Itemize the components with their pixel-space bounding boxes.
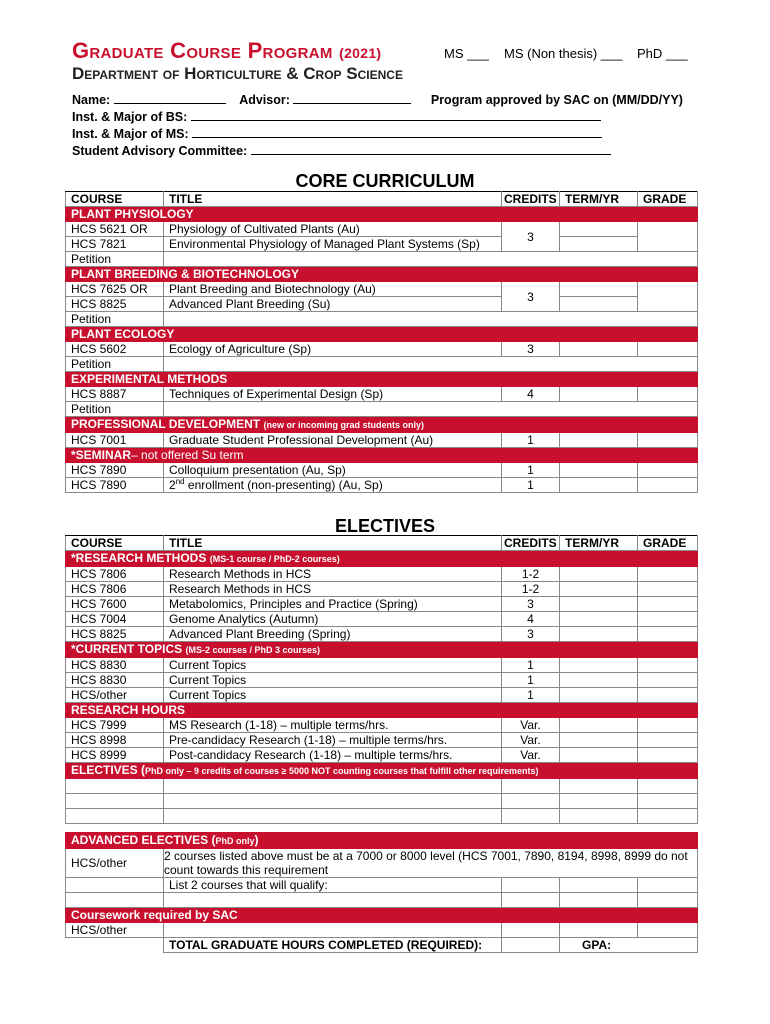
term-cell[interactable]	[560, 463, 638, 478]
title-field[interactable]	[164, 779, 502, 794]
course-code: HCS 8830	[66, 673, 164, 688]
course-code: HCS 7001	[66, 433, 164, 448]
grade-cell[interactable]	[638, 779, 698, 794]
section-note: (MS-2 courses / PhD 3 courses)	[185, 645, 321, 655]
course-code: HCS 7806	[66, 582, 164, 597]
credits: 1	[502, 658, 560, 673]
course-title: Graduate Student Professional Development (Au)	[164, 433, 502, 448]
total-label: TOTAL GRADUATE HOURS COMPLETED (REQUIRED):	[164, 938, 502, 953]
term-cell[interactable]	[560, 779, 638, 794]
section-phd-electives	[66, 763, 698, 779]
course-title: Advanced Plant Breeding (Su)	[164, 297, 502, 312]
course-title: Post-candidacy Research (1-18) – multiple terms/hrs.	[164, 748, 502, 763]
gpa-label: GPA:	[560, 938, 698, 953]
table-row	[66, 463, 698, 478]
term-cell[interactable]	[560, 612, 638, 627]
total-row	[66, 938, 698, 953]
core-table	[65, 191, 698, 493]
blank-row	[66, 794, 698, 809]
term-cell[interactable]	[560, 794, 638, 809]
section-heading-close: )	[254, 833, 259, 847]
term-cell[interactable]	[560, 878, 638, 893]
credits: 4	[502, 387, 560, 402]
course-code: HCS/other	[66, 849, 164, 878]
course-title: Research Methods in HCS	[164, 567, 502, 582]
col-title: TITLE	[164, 192, 502, 207]
section-note: – not offered Su term	[131, 448, 244, 462]
course-code: HCS 7999	[66, 718, 164, 733]
course-title	[164, 478, 502, 493]
term-cell[interactable]	[560, 282, 638, 297]
term-cell[interactable]	[560, 478, 638, 493]
credits: Var.	[502, 718, 560, 733]
credits: 1	[502, 673, 560, 688]
course-title: Ecology of Agriculture (Sp)	[164, 342, 502, 357]
section-current-topics	[66, 642, 698, 658]
spacer	[66, 938, 164, 953]
section-heading	[66, 448, 698, 463]
course-title: Plant Breeding and Biotechnology (Au)	[164, 282, 502, 297]
term-cell[interactable]	[560, 433, 638, 448]
petition-label: Petition	[66, 402, 164, 417]
grade-cell[interactable]	[638, 733, 698, 748]
section-research-hours	[66, 703, 698, 718]
table-row	[66, 673, 698, 688]
form-title-text: Graduate Course Program	[72, 38, 333, 63]
grade-cell[interactable]	[638, 673, 698, 688]
course-title: Advanced Plant Breeding (Spring)	[164, 627, 502, 642]
committee-field[interactable]	[251, 142, 611, 155]
ms-label: Inst. & Major of MS:	[72, 127, 189, 141]
ms-line	[72, 125, 602, 141]
core-curriculum-title: CORE CURRICULUM	[295, 171, 475, 191]
advanced-list-row	[66, 878, 698, 893]
section-heading	[66, 763, 698, 779]
col-term: TERM/YR	[560, 192, 638, 207]
section-plant-ecology	[66, 327, 698, 342]
committee-label: Student Advisory Committee:	[72, 144, 248, 158]
petition-field[interactable]	[164, 402, 698, 417]
course-code: HCS 7625 OR	[66, 282, 164, 297]
term-cell[interactable]	[560, 567, 638, 582]
col-credits: CREDITS	[502, 536, 560, 551]
section-heading-text: PROFESSIONAL DEVELOPMENT	[71, 417, 261, 431]
col-credits: CREDITS	[502, 192, 560, 207]
credits-field[interactable]	[502, 878, 560, 893]
credits-field[interactable]	[502, 794, 560, 809]
grade-cell[interactable]	[638, 893, 698, 908]
course-code: HCS/other	[66, 688, 164, 703]
term-cell[interactable]	[560, 688, 638, 703]
table-row	[66, 688, 698, 703]
course-code: HCS 7821	[66, 237, 164, 252]
name-advisor-line	[72, 91, 683, 107]
col-term: TERM/YR	[560, 536, 638, 551]
course-code: HCS 7600	[66, 597, 164, 612]
credits-field[interactable]	[502, 923, 560, 938]
course-code: HCS 8830	[66, 658, 164, 673]
grade-cell[interactable]	[638, 748, 698, 763]
term-cell[interactable]	[560, 387, 638, 402]
spacer-row	[66, 824, 698, 833]
ms-field[interactable]	[192, 125, 602, 138]
credits: Var.	[502, 733, 560, 748]
course-field[interactable]	[66, 893, 164, 908]
term-cell[interactable]	[560, 627, 638, 642]
course-title: Pre-candidacy Research (1-18) – multiple terms/hrs.	[164, 733, 502, 748]
credits: 3	[502, 282, 560, 312]
section-heading: Coursework required by SAC	[66, 908, 698, 923]
name-label: Name:	[72, 93, 111, 107]
title-field[interactable]	[164, 923, 502, 938]
term-cell[interactable]	[560, 297, 638, 312]
course-title: MS Research (1-18) – multiple terms/hrs.	[164, 718, 502, 733]
term-cell[interactable]	[560, 597, 638, 612]
table-header-row	[66, 192, 698, 207]
course-code: HCS 7004	[66, 612, 164, 627]
course-field[interactable]	[66, 779, 164, 794]
section-heading-text: ELECTIVES (	[71, 763, 146, 777]
total-hours-field[interactable]	[502, 938, 560, 953]
section-heading: EXPERIMENTAL METHODS	[66, 372, 698, 387]
ordinal-suffix: nd	[175, 477, 185, 486]
table-row	[66, 282, 698, 297]
credits: 1	[502, 433, 560, 448]
course-title: Current Topics	[164, 658, 502, 673]
advanced-note: 2 courses listed above must be at a 7000 or 8000 level (HCS 7001, 7890, 8194, 8998, 8999 do not count towards this requirement	[164, 849, 698, 878]
grade-cell[interactable]	[638, 282, 698, 312]
course-field[interactable]	[66, 809, 164, 824]
course-title: Current Topics	[164, 673, 502, 688]
grade-cell[interactable]	[638, 433, 698, 448]
table-row	[66, 342, 698, 357]
section-heading-text: ADVANCED ELECTIVES (	[71, 833, 216, 847]
option-ms-nonthesis[interactable]: MS (Non thesis) ___	[504, 46, 623, 61]
course-title: Physiology of Cultivated Plants (Au)	[164, 222, 502, 237]
section-note: (MS-1 course / PhD-2 courses)	[209, 554, 340, 564]
col-title: TITLE	[164, 536, 502, 551]
option-phd[interactable]: PhD ___	[637, 46, 688, 61]
course-title: Genome Analytics (Autumn)	[164, 612, 502, 627]
section-research-methods	[66, 551, 698, 567]
section-heading: PLANT PHYSIOLOGY	[66, 207, 698, 222]
section-sac	[66, 908, 698, 923]
grade-cell[interactable]	[638, 597, 698, 612]
form-title	[72, 38, 381, 64]
petition-field[interactable]	[164, 252, 698, 267]
petition-label: Petition	[66, 252, 164, 267]
credits-field[interactable]	[502, 809, 560, 824]
section-plant-physiology	[66, 207, 698, 222]
grade-cell[interactable]	[638, 478, 698, 493]
advisor-field[interactable]	[293, 91, 411, 104]
table-row	[66, 567, 698, 582]
course-field[interactable]	[66, 794, 164, 809]
electives-table	[65, 535, 698, 953]
course-title-text: enrollment (non-presenting) (Au, Sp)	[184, 478, 383, 492]
blank-row	[66, 779, 698, 794]
grade-cell[interactable]	[638, 567, 698, 582]
credits: 4	[502, 612, 560, 627]
title-field[interactable]	[164, 794, 502, 809]
course-code: HCS 8998	[66, 733, 164, 748]
term-cell[interactable]	[560, 342, 638, 357]
section-heading-text: *SEMINAR	[71, 448, 132, 462]
petition-row	[66, 312, 698, 327]
form-year: (2021)	[339, 45, 382, 61]
section-heading	[66, 551, 698, 567]
section-note: PhD only – 9 credits of courses ≥ 5000 NOT counting courses that fulfill other requirements)	[145, 766, 539, 776]
grade-cell[interactable]	[638, 582, 698, 597]
course-code: HCS 5602	[66, 342, 164, 357]
course-code: HCS 8825	[66, 627, 164, 642]
table-row	[66, 733, 698, 748]
course-title: Techniques of Experimental Design (Sp)	[164, 387, 502, 402]
course-field[interactable]	[66, 878, 164, 893]
table-row	[66, 718, 698, 733]
credits: Var.	[502, 748, 560, 763]
col-course: COURSE	[66, 192, 164, 207]
section-note: (new or incoming grad students only)	[263, 420, 424, 430]
term-cell[interactable]	[560, 733, 638, 748]
table-row	[66, 433, 698, 448]
course-code: HCS 8999	[66, 748, 164, 763]
section-heading: RESEARCH HOURS	[66, 703, 698, 718]
table-row	[66, 923, 698, 938]
section-heading-text: *CURRENT TOPICS	[71, 642, 183, 656]
ordinal-number: 2	[169, 478, 176, 492]
petition-row	[66, 252, 698, 267]
spacer	[66, 824, 698, 833]
table-header-row	[66, 536, 698, 551]
credits: 3	[502, 342, 560, 357]
bs-field[interactable]	[191, 108, 601, 121]
course-code: HCS 8825	[66, 297, 164, 312]
course-code: HCS 7890	[66, 463, 164, 478]
petition-row	[66, 402, 698, 417]
credits: 3	[502, 597, 560, 612]
grade-cell[interactable]	[638, 612, 698, 627]
electives-title: ELECTIVES	[334, 516, 436, 536]
credits: 1	[502, 478, 560, 493]
department-title: Department of Horticulture & Crop Science	[72, 64, 403, 83]
course-code: HCS 8887	[66, 387, 164, 402]
course-title: Colloquium presentation (Au, Sp)	[164, 463, 502, 478]
credits-field[interactable]	[502, 779, 560, 794]
section-heading	[66, 833, 698, 849]
course-code: HCS 7806	[66, 567, 164, 582]
petition-field[interactable]	[164, 357, 698, 372]
credits: 1-2	[502, 567, 560, 582]
table-row	[66, 612, 698, 627]
course-code: HCS 7890	[66, 478, 164, 493]
table-row	[66, 658, 698, 673]
credits: 3	[502, 222, 560, 252]
grade-cell[interactable]	[638, 794, 698, 809]
credits: 1	[502, 463, 560, 478]
term-cell[interactable]	[560, 222, 638, 237]
term-cell[interactable]	[560, 718, 638, 733]
term-cell[interactable]	[560, 748, 638, 763]
current-topics-rows	[66, 658, 698, 703]
advisor-label: Advisor:	[239, 93, 290, 107]
table-row	[66, 627, 698, 642]
term-cell[interactable]	[560, 673, 638, 688]
title-field[interactable]	[164, 809, 502, 824]
col-course: COURSE	[66, 536, 164, 551]
section-heading-text: *RESEARCH METHODS	[71, 551, 207, 565]
term-cell[interactable]	[560, 809, 638, 824]
research-hours-rows	[66, 718, 698, 763]
table-row	[66, 478, 698, 493]
term-cell[interactable]	[560, 582, 638, 597]
course-title: Research Methods in HCS	[164, 582, 502, 597]
grade-cell[interactable]	[638, 222, 698, 252]
section-advanced-electives	[66, 833, 698, 849]
course-title: Environmental Physiology of Managed Plant Systems (Sp)	[164, 237, 502, 252]
table-row	[66, 748, 698, 763]
grade-cell[interactable]	[638, 878, 698, 893]
term-cell[interactable]	[560, 923, 638, 938]
advanced-list-label: List 2 courses that will qualify:	[164, 878, 502, 893]
petition-label: Petition	[66, 357, 164, 372]
section-heading	[66, 642, 698, 658]
table-row	[66, 222, 698, 237]
name-field[interactable]	[114, 91, 226, 104]
grade-cell[interactable]	[638, 627, 698, 642]
grade-cell[interactable]	[638, 923, 698, 938]
course-title: Metabolomics, Principles and Practice (Spring)	[164, 597, 502, 612]
section-heading	[66, 417, 698, 433]
table-row	[66, 297, 698, 312]
bs-line	[72, 108, 601, 124]
section-note: PhD only	[215, 836, 255, 846]
committee-line	[72, 142, 611, 158]
grade-cell[interactable]	[638, 718, 698, 733]
blank-row	[66, 893, 698, 908]
petition-row	[66, 357, 698, 372]
term-cell[interactable]	[560, 658, 638, 673]
credits-field[interactable]	[502, 893, 560, 908]
grade-cell[interactable]	[638, 658, 698, 673]
table-row	[66, 597, 698, 612]
grade-cell[interactable]	[638, 463, 698, 478]
grade-cell[interactable]	[638, 342, 698, 357]
col-grade: GRADE	[638, 536, 698, 551]
col-grade: GRADE	[638, 192, 698, 207]
section-heading: PLANT ECOLOGY	[66, 327, 698, 342]
credits: 1-2	[502, 582, 560, 597]
credits: 1	[502, 688, 560, 703]
course-code: HCS/other	[66, 923, 164, 938]
course-code: HCS 5621 OR	[66, 222, 164, 237]
approved-label: Program approved by SAC on (MM/DD/YY)	[430, 93, 683, 107]
blank-row	[66, 809, 698, 824]
section-seminar	[66, 448, 698, 463]
section-heading: PLANT BREEDING & BIOTECHNOLOGY	[66, 267, 698, 282]
section-plant-breeding	[66, 267, 698, 282]
table-row	[66, 582, 698, 597]
bs-label: Inst. & Major of BS:	[72, 110, 188, 124]
grade-cell[interactable]	[638, 688, 698, 703]
course-title: Current Topics	[164, 688, 502, 703]
credits: 3	[502, 627, 560, 642]
option-ms[interactable]: MS ___	[444, 46, 489, 61]
table-row	[66, 387, 698, 402]
petition-label: Petition	[66, 312, 164, 327]
term-cell[interactable]	[560, 893, 638, 908]
title-field[interactable]	[164, 893, 502, 908]
research-methods-rows	[66, 567, 698, 642]
section-professional-development	[66, 417, 698, 433]
section-experimental-methods	[66, 372, 698, 387]
advanced-row	[66, 849, 698, 878]
petition-field[interactable]	[164, 312, 698, 327]
grade-cell[interactable]	[638, 809, 698, 824]
term-cell[interactable]	[560, 237, 638, 252]
grade-cell[interactable]	[638, 387, 698, 402]
